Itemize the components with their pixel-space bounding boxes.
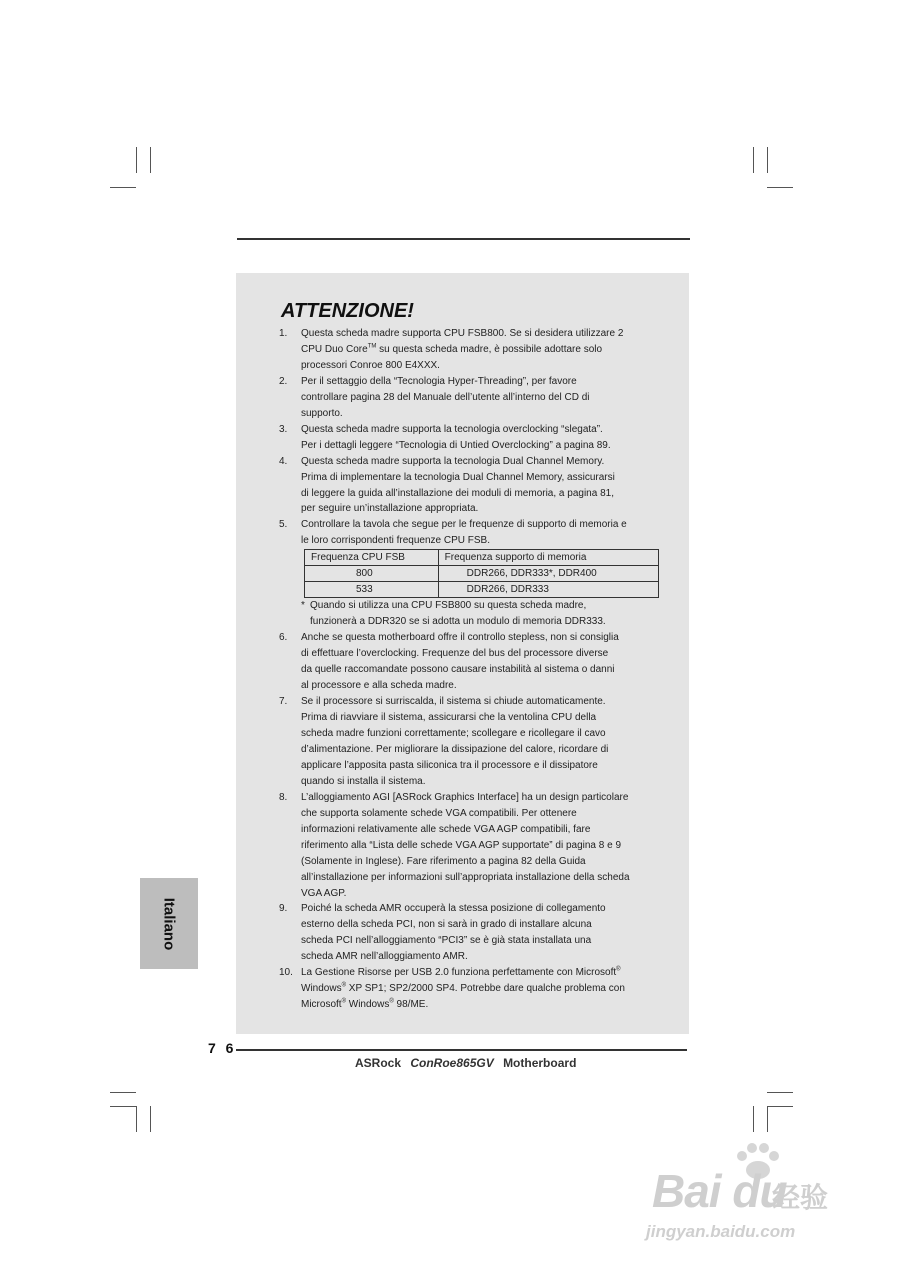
- item-number: 7.: [279, 696, 288, 708]
- list-item: [279, 630, 659, 694]
- table-cell: DDR266, DDR333: [438, 582, 658, 598]
- table-header-row: [305, 550, 659, 566]
- crop-mark: [110, 1106, 136, 1107]
- item-number: 4.: [279, 455, 288, 467]
- header-rule: [237, 238, 690, 240]
- crop-mark: [767, 187, 793, 188]
- watermark-cn: 经验: [772, 1182, 829, 1213]
- table-header: Frequenza supporto di memoria: [438, 550, 658, 566]
- watermark-url: jingyan.baidu.com: [646, 1222, 796, 1241]
- item-number: 5.: [279, 519, 288, 531]
- crop-mark: [753, 1106, 754, 1132]
- crop-mark: [110, 1092, 136, 1093]
- crop-mark: [150, 147, 151, 173]
- item-text: Poiché la scheda AMR occuperà la stessa posizione di collegamento esterno della scheda PCI, non si sarà in grado di installare alcuna scheda PCI nell’alloggiamento “PCI3” se è già stata installata una scheda AMR nell’alloggiamento AMR.: [301, 903, 606, 963]
- memory-frequency-table: [304, 549, 659, 598]
- language-side-tab: [140, 878, 198, 969]
- watermark-logo: Bai du: [652, 1165, 787, 1217]
- item-number: 10.: [279, 967, 293, 979]
- table-cell: 533: [305, 582, 439, 598]
- footnote-marker: *: [301, 600, 305, 612]
- list-item: [279, 965, 659, 1013]
- table-row: [305, 566, 659, 582]
- item-number: 8.: [279, 791, 288, 803]
- list-item: [279, 422, 659, 454]
- item-text: Se il processore si surriscalda, il sistema si chiude automaticamente. Prima di riavviare il sistema, assicurarsi che la ventolina CPU della scheda madre funzioni correttamente; scollegare e ricollegare il cavo d’alimentazione. Per migliorare la dissipazione del calore, ricordare di applicare l’apposita pasta siliconica tra il processore e il dissipatore quando si installa il sistema.: [301, 696, 609, 787]
- list-item: [279, 790, 659, 902]
- crop-mark: [767, 1106, 793, 1107]
- list-item: [279, 374, 659, 422]
- list-item: [279, 326, 659, 374]
- crop-mark: [753, 147, 754, 173]
- list-item: [279, 901, 659, 965]
- table-cell: DDR266, DDR333*, DDR400: [438, 566, 658, 582]
- table-header: Frequenza CPU FSB: [305, 550, 439, 566]
- item-text: Anche se questa motherboard offre il controllo stepless, non si consiglia di effettuare l’overclocking. Frequenze del bus del processore diverse da quelle raccomandate possono causare instabilità al sistema o danni al processore e alla scheda madre.: [301, 632, 619, 692]
- crop-mark: [136, 1106, 137, 1132]
- crop-mark: [150, 1106, 151, 1132]
- footnote-text: Quando si utilizza una CPU FSB800 su questa scheda madre, funzionerà a DDR320 se si adotta un modulo di memoria DDR333.: [310, 600, 606, 628]
- item-text: Questa scheda madre supporta la tecnologia overclocking “slegata”. Per i dettagli leggere “Tecnologia di Untied Overclocking” a pagina 89.: [301, 423, 611, 451]
- table-cell: 800: [305, 566, 439, 582]
- baidu-watermark: [640, 1140, 850, 1250]
- crop-mark: [767, 147, 768, 173]
- footer-brand: ASRock: [355, 1056, 402, 1070]
- item-number: 6.: [279, 632, 288, 644]
- item-number: 2.: [279, 375, 288, 387]
- table-row: [305, 582, 659, 598]
- crop-mark: [110, 187, 136, 188]
- crop-mark: [767, 1092, 793, 1093]
- item-number: 9.: [279, 903, 288, 915]
- notice-title: ATTENZIONE!: [281, 300, 414, 322]
- item-text: La Gestione Risorse per USB 2.0 funziona perfettamente con Microsoft® Windows® XP SP1; SP2/2000 SP4. Potrebbe dare qualche problema con Microsoft® Windows® 98/ME.: [301, 966, 625, 1011]
- footer-caption: [355, 1056, 576, 1070]
- notice-list: [279, 326, 659, 1013]
- list-item: [279, 694, 659, 790]
- crop-mark: [136, 147, 137, 173]
- item-number: 1.: [279, 328, 288, 339]
- item-text: Questa scheda madre supporta CPU FSB800. Se si desidera utilizzare 2 CPU Duo Core™ su questa scheda madre, è possibile adottare solo processori Conroe 800 E4XXX.: [301, 328, 624, 371]
- item-text: Questa scheda madre supporta la tecnologia Dual Channel Memory. Prima di implementare la tecnologia Dual Channel Memory, assicurarsi di leggere la guida all’installazione dei moduli di memoria, a pagina 81, per seguire un’installazione appropriata.: [301, 455, 615, 515]
- crop-mark: [767, 1106, 768, 1132]
- page-number: 7 6: [208, 1040, 237, 1056]
- item-text: Controllare la tavola che segue per le frequenze di supporto di memoria e le loro corrispondenti frequenze CPU FSB.: [301, 519, 627, 547]
- list-item: [279, 454, 659, 518]
- item-number: 3.: [279, 423, 288, 435]
- trademark-sup: TM: [367, 343, 377, 350]
- item-text: Per il settaggio della “Tecnologia Hyper-Threading”, per favore controllare pagina 28 del Manuale dell’utente all’interno del CD di supporto.: [301, 375, 590, 419]
- footer-model: ConRoe865GV: [410, 1056, 494, 1070]
- footer-rule: [236, 1049, 687, 1051]
- list-item: [279, 517, 659, 630]
- language-label: Italiano: [160, 897, 178, 950]
- item-text: L’alloggiamento AGI [ASRock Graphics Interface] ha un design particolare che supporta solamente schede VGA compatibili. Per ottenere informazioni relativamente alle schede VGA AGP compatibili, fare riferimento alla “Lista delle schede VGA AGP supportate” di pagina 8 e 9 (Solamente in Inglese). Fare riferimento a pagina 82 della Guida all’installazione per informazioni sull’appropriata installazione della scheda VGA AGP.: [301, 791, 630, 899]
- table-footnote: [301, 598, 659, 630]
- footer-product: Motherboard: [503, 1056, 577, 1070]
